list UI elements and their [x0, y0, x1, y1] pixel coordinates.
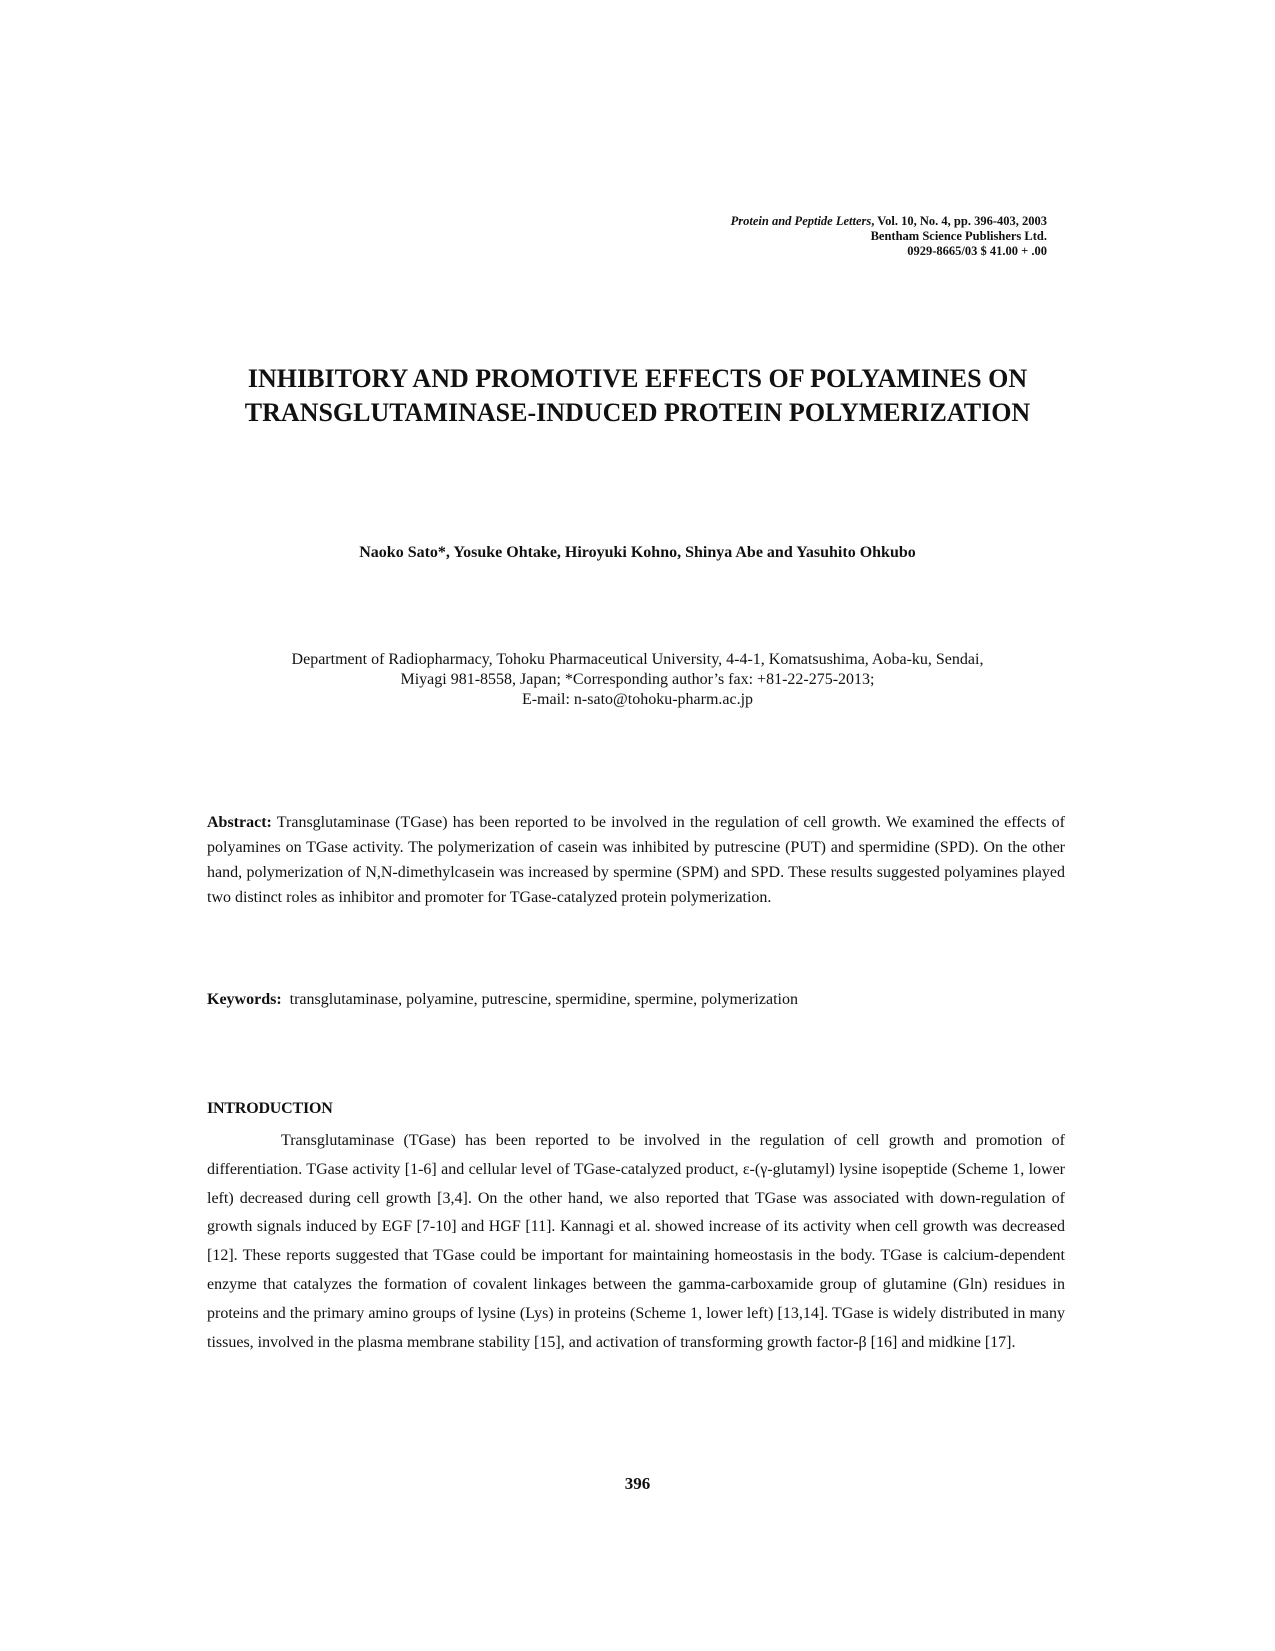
issn-price: 0929-8665/03 $ 41.00 + .00 — [907, 244, 1047, 258]
abstract — [207, 810, 1065, 910]
journal-citation — [731, 214, 1047, 229]
introduction-heading: INTRODUCTION — [207, 1100, 333, 1117]
introduction-paragraph: Transglutaminase (TGase) has been reported to be involved in the regulation of cell growth and promotion of differentiation. TGase activity [1-6] and cellular level of TGase-catalyzed product, ε-(γ-glutamyl) lysine isopeptide (Scheme 1, lower left) decreased during cell growth [3,4]. On the other hand, we also reported that TGase was associated with down-regulation of growth signals induced by EGF [7-10] and HGF [11]. Kannagi et al. showed increase of its activity when cell growth was decreased [12]. These reports suggested that TGase could be important for maintaining homeostasis in the body. TGase is calcium-dependent enzyme that catalyzes the formation of covalent linkages between the gamma-carboxamide group of glutamine (Gln) residues in proteins and the primary amino groups of lysine (Lys) in proteins (Scheme 1, lower left) [13,14]. TGase is widely distributed in many tissues, involved in the plasma membrane stability [15], and activation of transforming growth factor-β [16] and midkine [17]. — [207, 1132, 1065, 1351]
page-number: 396 — [624, 1474, 651, 1493]
abstract-label: Abstract: — [207, 814, 272, 831]
affiliation-line-1: Department of Radiopharmacy, Tohoku Pharmaceutical University, 4-4-1, Komatsushima, Aoba-ku, Sendai, — [291, 651, 984, 668]
affiliation-line-3: E-mail: n-sato@tohoku-pharm.ac.jp — [521, 691, 754, 708]
abstract-text: Transglutaminase (TGase) has been reported to be involved in the regulation of cell growth. We examined the effects of polyamines on TGase activity. The polymerization of casein was inhibited by putrescine (PUT) and spermidine (SPD). On the other hand, polymerization of N,N-dimethylcasein was increased by spermine (SPM) and SPD. These results suggested polyamines played two distinct roles as inhibitor and promoter for TGase-catalyzed protein polymerization. — [207, 814, 1066, 906]
keywords-label: Keywords: — [207, 991, 282, 1008]
journal-header — [731, 214, 1047, 259]
paper-title: INHIBITORY AND PROMOTIVE EFFECTS OF POLYAMINES ON TRANSGLUTAMINASE-INDUCED PROTEIN POLYMERIZATION — [244, 364, 1031, 427]
journal-name: Protein and Peptide Letters — [730, 214, 872, 228]
author-list: Naoko Sato*, Yosuke Ohtake, Hiroyuki Kohno, Shinya Abe and Yasuhito Ohkubo — [359, 544, 916, 561]
keywords-text: transglutaminase, polyamine, putrescine, spermidine, spermine, polymerization — [289, 991, 798, 1008]
publisher: Bentham Science Publishers Ltd. — [870, 229, 1047, 243]
keywords — [207, 987, 1065, 1012]
affiliation-line-2: Miyagi 981-8558, Japan; *Corresponding author’s fax: +81-22-275-2013; — [400, 671, 875, 688]
journal-details: , Vol. 10, No. 4, pp. 396-403, 2003 — [871, 214, 1047, 228]
affiliation — [150, 650, 1125, 710]
